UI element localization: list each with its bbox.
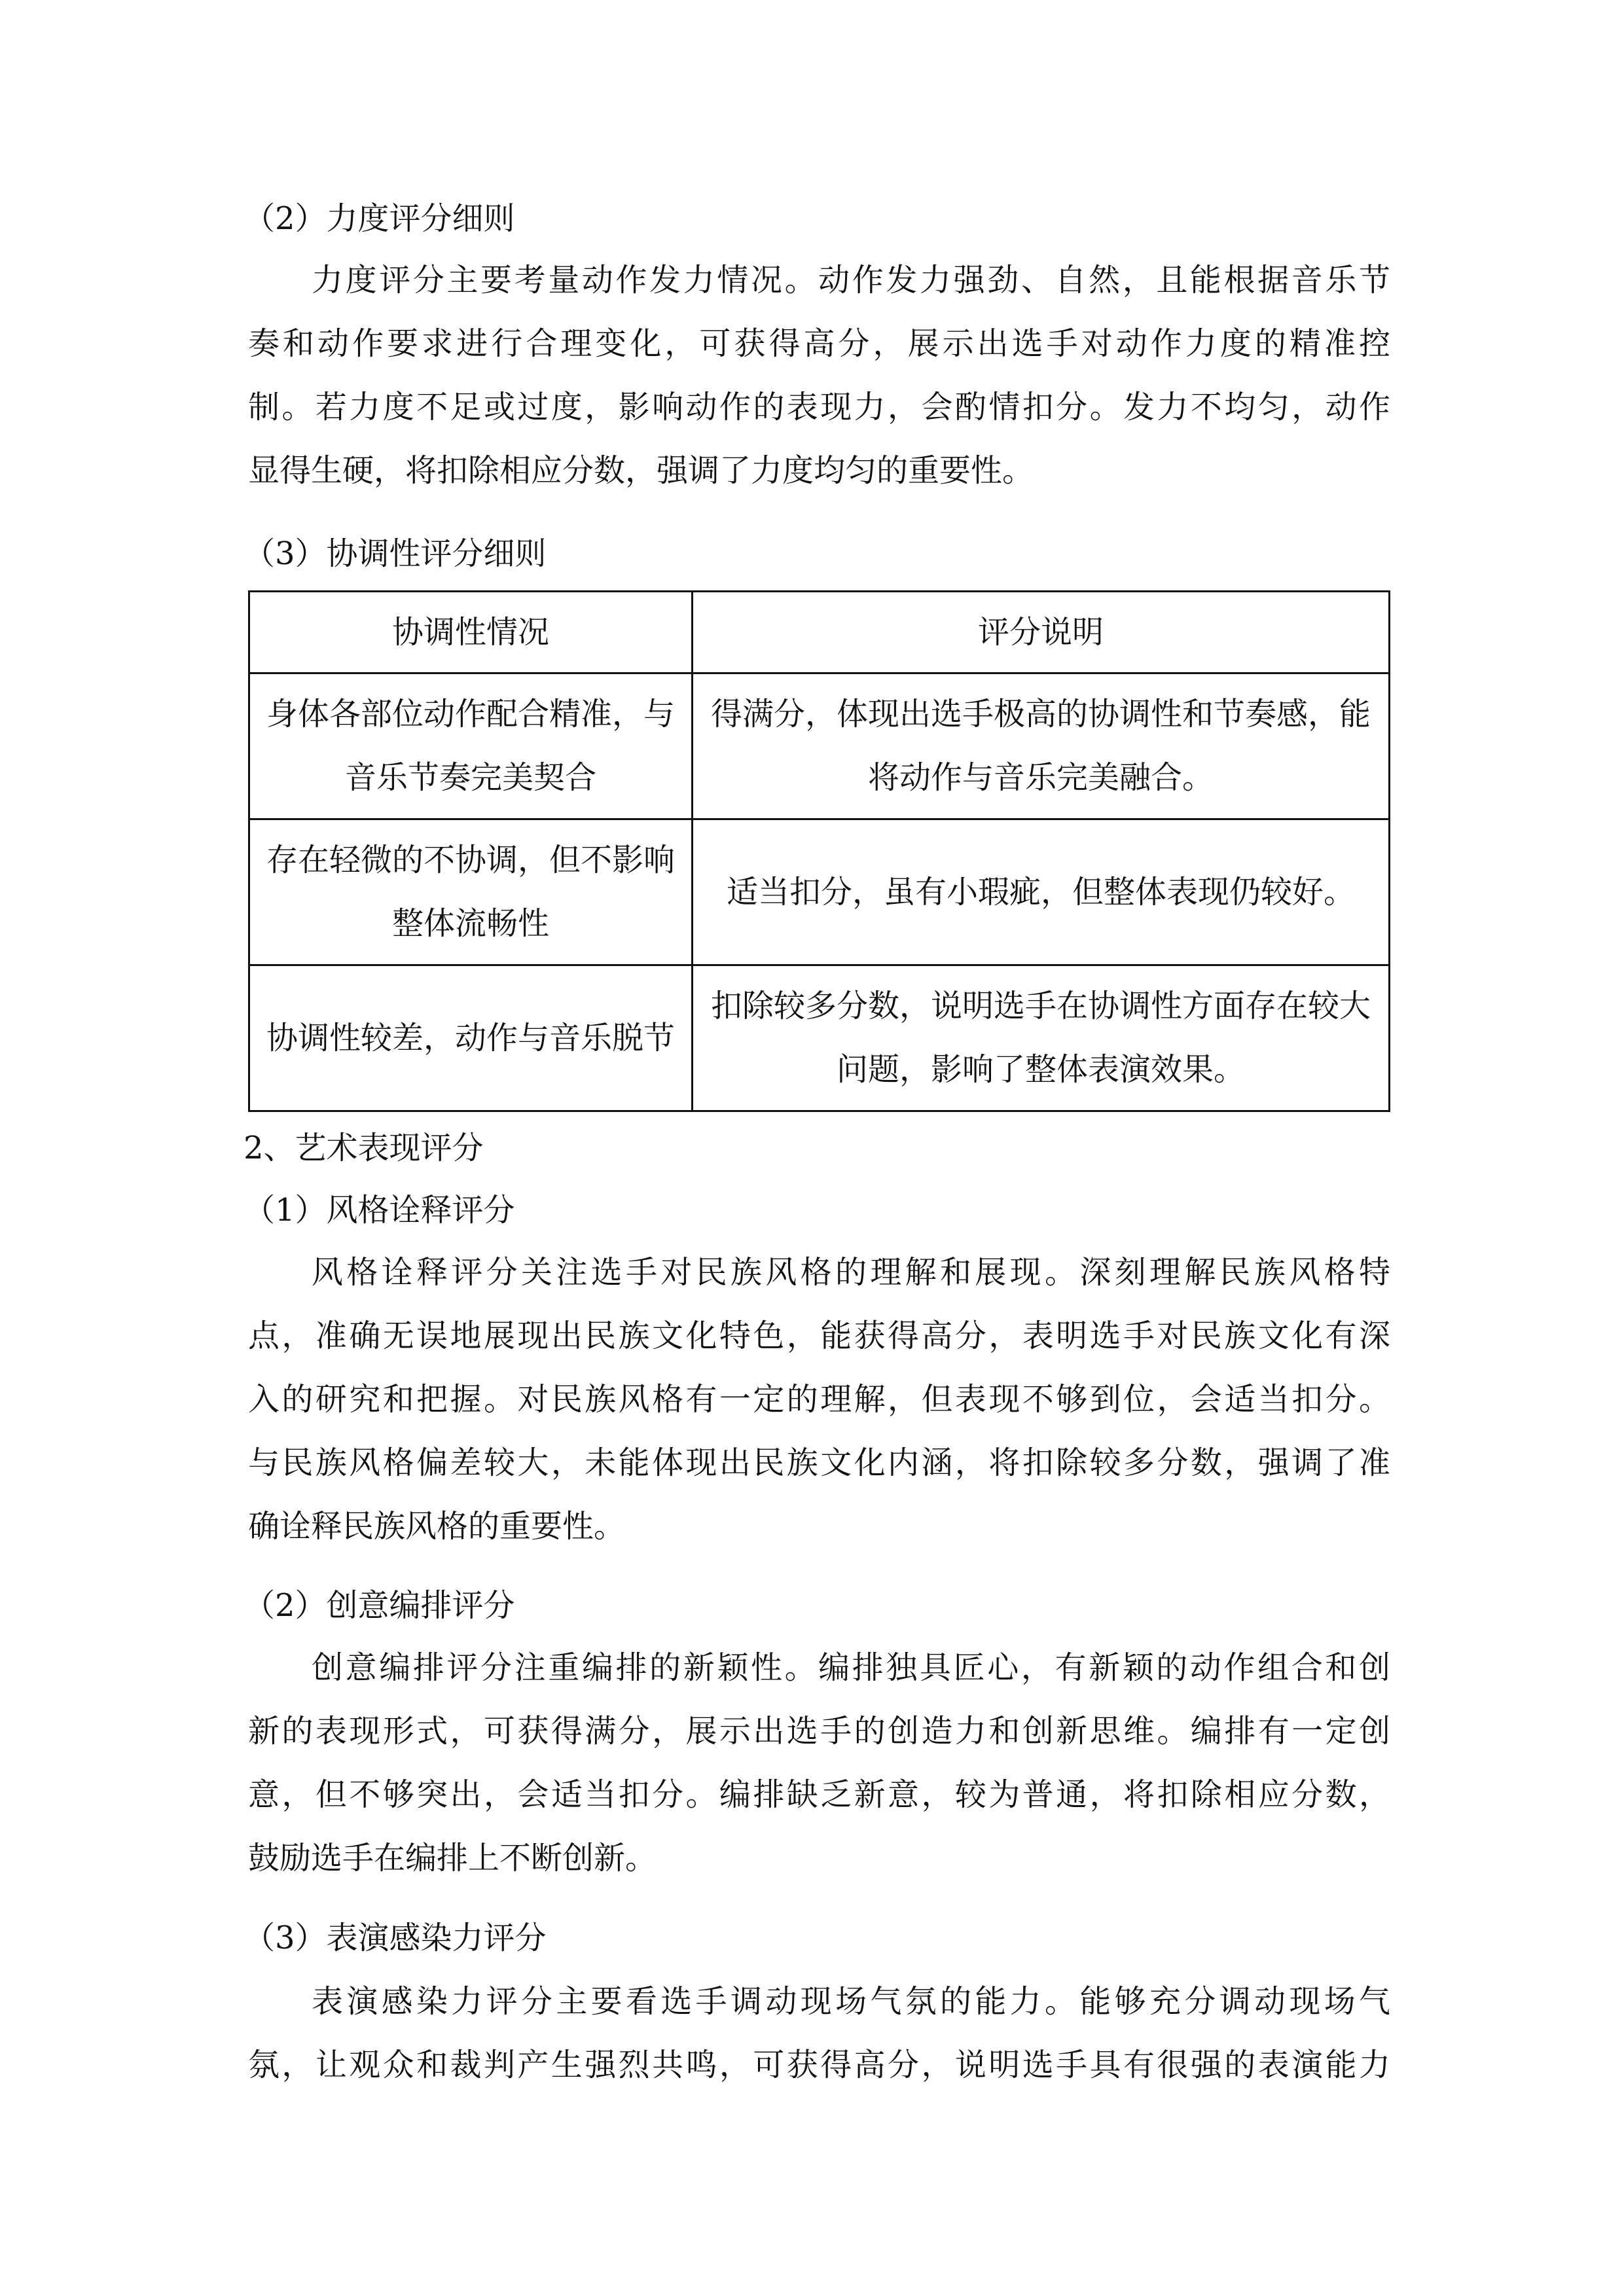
text-line: 与民族风格偏差较大，未能体现出民族文化内涵，将扣除较多分数，强调了准 bbox=[248, 1444, 1390, 1481]
heading-style: （1）风格诠释评分 bbox=[244, 1192, 515, 1229]
cell-situation: 身体各部位动作配合精准，与 音乐节奏完美契合 bbox=[249, 673, 693, 819]
paragraph-force bbox=[248, 249, 1390, 503]
paragraph-creative bbox=[248, 1636, 1390, 1890]
heading-appeal: （3）表演感染力评分 bbox=[244, 1920, 547, 1956]
text-line: 风格诠释评分关注选手对民族风格的理解和展现。深刻理解民族风格特 bbox=[312, 1254, 1390, 1291]
text-line: 氛，让观众和裁判产生强烈共鸣，可获得高分，说明选手具有很强的表演能力 bbox=[248, 2047, 1390, 2083]
text-line: 点，准确无误地展现出民族文化特色，能获得高分，表明选手对民族文化有深 bbox=[248, 1318, 1390, 1354]
text-line: 显得生硬，将扣除相应分数，强调了力度均匀的重要性。 bbox=[248, 452, 1034, 489]
header-description: 评分说明 bbox=[693, 592, 1390, 673]
heading-coordination: （3）协调性评分细则 bbox=[244, 535, 547, 572]
text-line: 表演感染力评分主要看选手调动现场气氛的能力。能够充分调动现场气 bbox=[312, 1983, 1390, 2020]
table-header-row bbox=[249, 592, 1390, 673]
heading-art: 2、艺术表现评分 bbox=[244, 1130, 484, 1166]
table-row bbox=[249, 819, 1390, 965]
text-line: 确诠释民族风格的重要性。 bbox=[248, 1508, 626, 1545]
text-line: 创意编排评分注重编排的新颖性。编排独具匠心，有新颖的动作组合和创 bbox=[312, 1649, 1390, 1686]
text-line: 新的表现形式，可获得满分，展示出选手的创造力和创新思维。编排有一定创 bbox=[248, 1713, 1390, 1749]
paragraph-style bbox=[248, 1241, 1390, 1558]
text-line: 鼓励选手在编排上不断创新。 bbox=[248, 1840, 657, 1876]
heading-creative: （2）创意编排评分 bbox=[244, 1587, 515, 1624]
cell-description: 得满分，体现出选手极高的协调性和节奏感，能 将动作与音乐完美融合。 bbox=[693, 673, 1390, 819]
cell-situation: 协调性较差，动作与音乐脱节 bbox=[249, 965, 693, 1111]
text-line: 力度评分主要考量动作发力情况。动作发力强劲、自然，且能根据音乐节 bbox=[312, 262, 1390, 298]
header-situation: 协调性情况 bbox=[249, 592, 693, 673]
cell-situation: 存在轻微的不协调，但不影响 整体流畅性 bbox=[249, 819, 693, 965]
cell-description: 适当扣分，虽有小瑕疵，但整体表现仍较好。 bbox=[693, 819, 1390, 965]
text-line: 意，但不够突出，会适当扣分。编排缺乏新意，较为普通，将扣除相应分数， bbox=[248, 1776, 1390, 1813]
heading-force: （2）力度评分细则 bbox=[244, 200, 515, 237]
paragraph-appeal bbox=[248, 1970, 1390, 2097]
text-line: 制。若力度不足或过度，影响动作的表现力，会酌情扣分。发力不均匀，动作 bbox=[248, 389, 1390, 425]
table-row bbox=[249, 673, 1390, 819]
text-line: 入的研究和把握。对民族风格有一定的理解，但表现不够到位，会适当扣分。 bbox=[248, 1381, 1390, 1418]
table-row bbox=[249, 965, 1390, 1111]
text-line: 奏和动作要求进行合理变化，可获得高分，展示出选手对动作力度的精准控 bbox=[248, 325, 1390, 362]
cell-description: 扣除较多分数，说明选手在协调性方面存在较大 问题，影响了整体表演效果。 bbox=[693, 965, 1390, 1111]
coordination-table bbox=[248, 590, 1390, 1112]
